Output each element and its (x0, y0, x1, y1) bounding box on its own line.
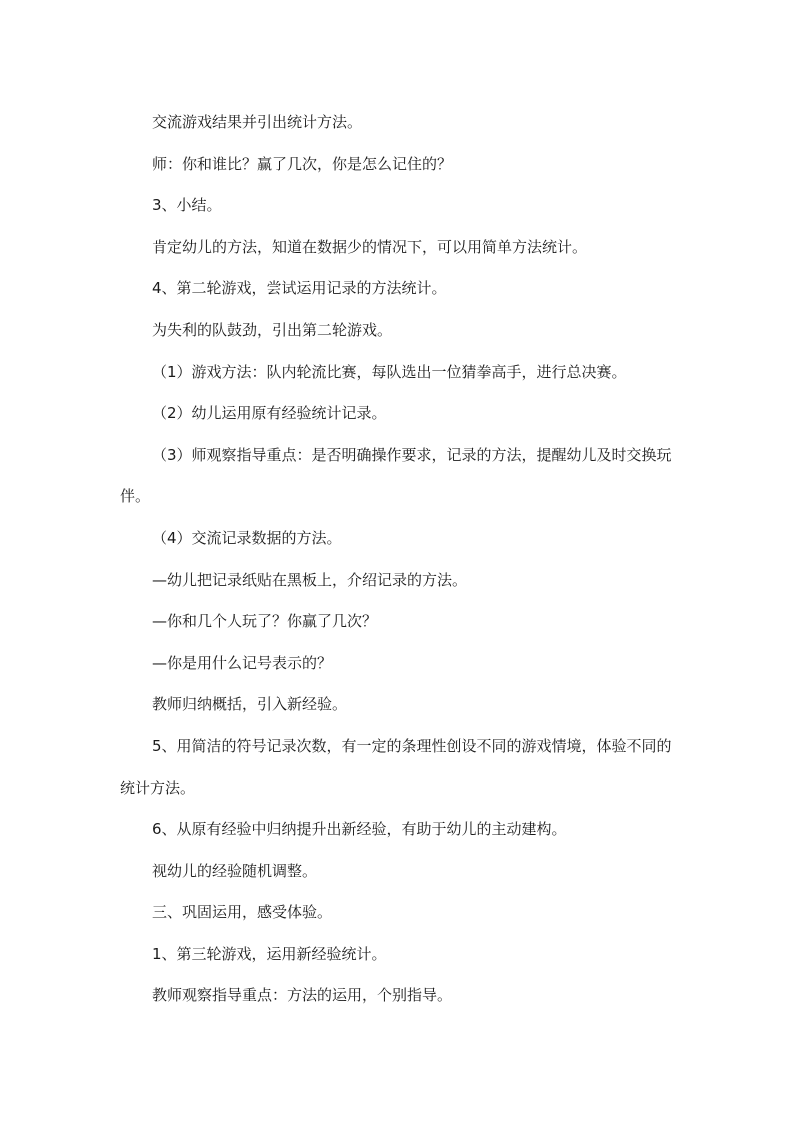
paragraph: 三、巩固运用，感受体验。 (152, 903, 333, 922)
paragraph: 为失利的队鼓劲，引出第二轮游戏。 (152, 320, 393, 339)
document-body (120, 102, 680, 1017)
paragraph: 6、从原有经验中归纳提升出新经验，有助于幼儿的主动建构。 (152, 820, 567, 839)
paragraph: 师：你和谁比？赢了几次，你是怎么记住的？ (152, 154, 453, 173)
paragraph: （3）师观察指导重点：是否明确操作要求，记录的方法，提醒幼儿及时交换玩伴。 (120, 445, 672, 506)
paragraph: （2）幼儿运用原有经验统计记录。 (152, 404, 387, 423)
paragraph: （1）游戏方法：队内轮流比赛，每队选出一位猜拳高手，进行总决赛。 (152, 362, 627, 381)
paragraph: 1、第三轮游戏，运用新经验统计。 (152, 944, 387, 963)
paragraph: 3、小结。 (152, 196, 222, 215)
paragraph: 4、第二轮游戏，尝试运用记录的方法统计。 (152, 279, 447, 298)
paragraph: （4）交流记录数据的方法。 (152, 528, 342, 547)
paragraph: —你是用什么记号表示的？ (152, 653, 333, 672)
paragraph: 交流游戏结果并引出统计方法。 (152, 113, 363, 131)
paragraph: —你和几个人玩了？你赢了几次？ (152, 612, 378, 631)
paragraph: 视幼儿的经验随机调整。 (152, 861, 318, 880)
paragraph: 肯定幼儿的方法，知道在数据少的情况下，可以用简单方法统计。 (152, 237, 588, 256)
paragraph: 5、用简洁的符号记录次数，有一定的条理性创设不同的游戏情境，体验不同的统计方法。 (120, 736, 672, 797)
paragraph: 教师观察指导重点：方法的运用，个别指导。 (152, 986, 453, 1005)
paragraph: —幼儿把记录纸贴在黑板上，介绍记录的方法。 (152, 570, 468, 589)
paragraph: 教师归纳概括，引入新经验。 (152, 695, 348, 714)
